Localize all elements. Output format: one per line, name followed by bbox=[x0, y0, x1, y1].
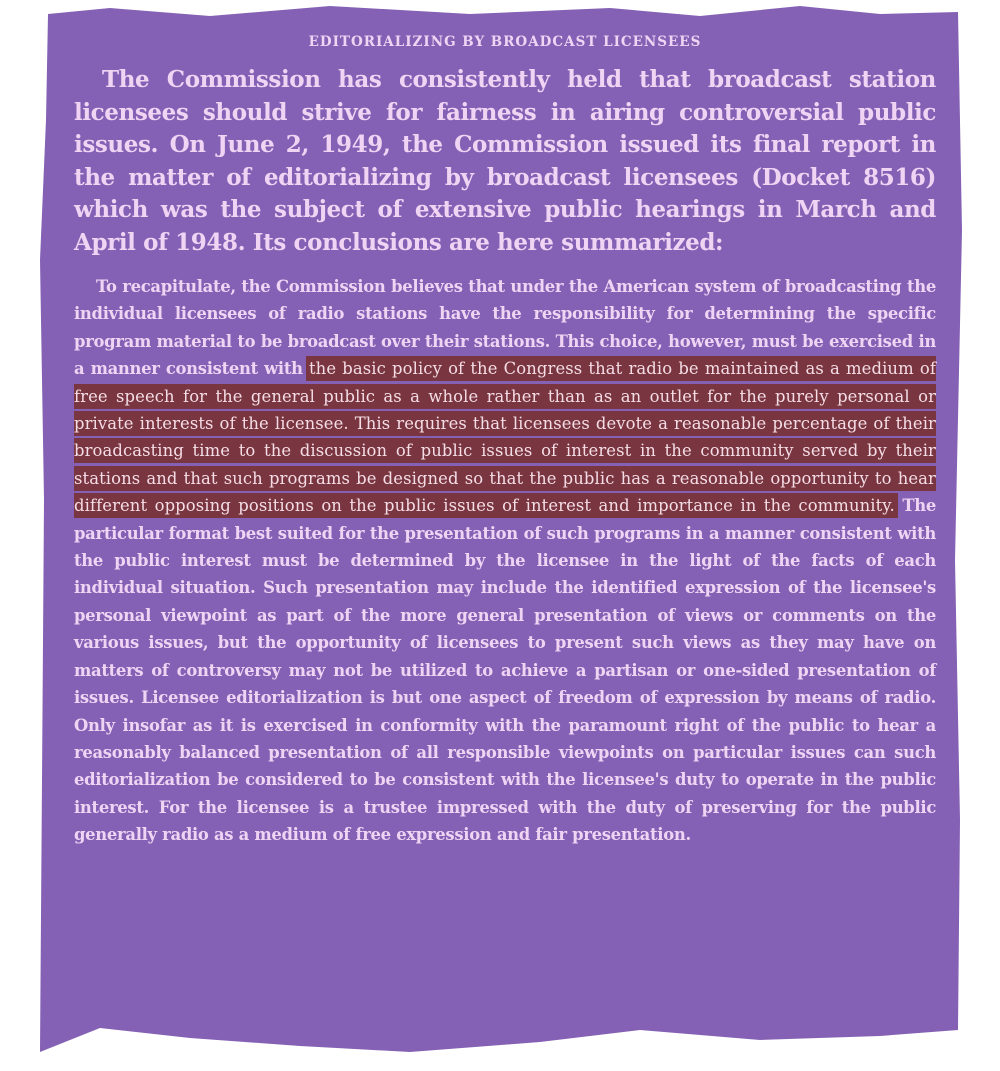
page-heading: EDITORIALIZING BY BROADCAST LICENSEES bbox=[308, 34, 702, 50]
lead-paragraph: The Commission has consistently held that broadcast station licensees should strive for fairness in airing controversial public issues. On June 2, 1949, the Commission issued its final report in the matter of editorializing by broadcast licensees (Docket 8516) which was the subject of extensive public hearings in March and April of 1948. Its conclusions are here summarized: bbox=[74, 66, 936, 256]
highlighted-passage[interactable]: the basic policy of the Congress that radio be maintained as a medium of free speech for the general public as a whole rather than as an outlet for the purely personal or private interests of the licensee. This requires that licensees devote a reasonable percentage of their broadcasting time to the discussion of public issues of interest in the community served by their stations and that such programs be designed so that the public has a reasonable opportunity to hear different opposing positions on the public issues of interest and importance in the community. bbox=[74, 359, 936, 516]
quoted-summary bbox=[74, 273, 936, 849]
document-content bbox=[74, 34, 936, 849]
quote-text-before-highlight: To recapitulate, the Commission believes that under the American system of broadcasting the individual licensees of radio stations have the responsibility for determining the specific program material to be broadcast over their stations. This choice, however, must be exercised in a manner consistent with bbox=[74, 277, 936, 379]
quote-text-after-highlight: The particular format best suited for the presentation of such programs in a manner consistent with the public interest must be determined by the licensee in the light of the facts of each individual situation. Such presentation may include the identified expression of the licensee's personal viewpoint as part of the more general presentation of views or comments on the various issues, but the opportunity of licensees to present such views as they may have on matters of controversy may not be utilized to achieve a partisan or one-sided presentation of issues. Licensee editorialization is but one aspect of freedom of expression by means of radio. Only insofar as it is exercised in conformity with the paramount right of the public to hear a reasonably balanced presentation of all responsible viewpoints on particular issues can such editorialization be considered to be consistent with the licensee's duty to operate in the public interest. For the licensee is a trustee impressed with the duty of preserving for the public generally radio as a medium of free expression and fair presentation. bbox=[74, 496, 936, 845]
